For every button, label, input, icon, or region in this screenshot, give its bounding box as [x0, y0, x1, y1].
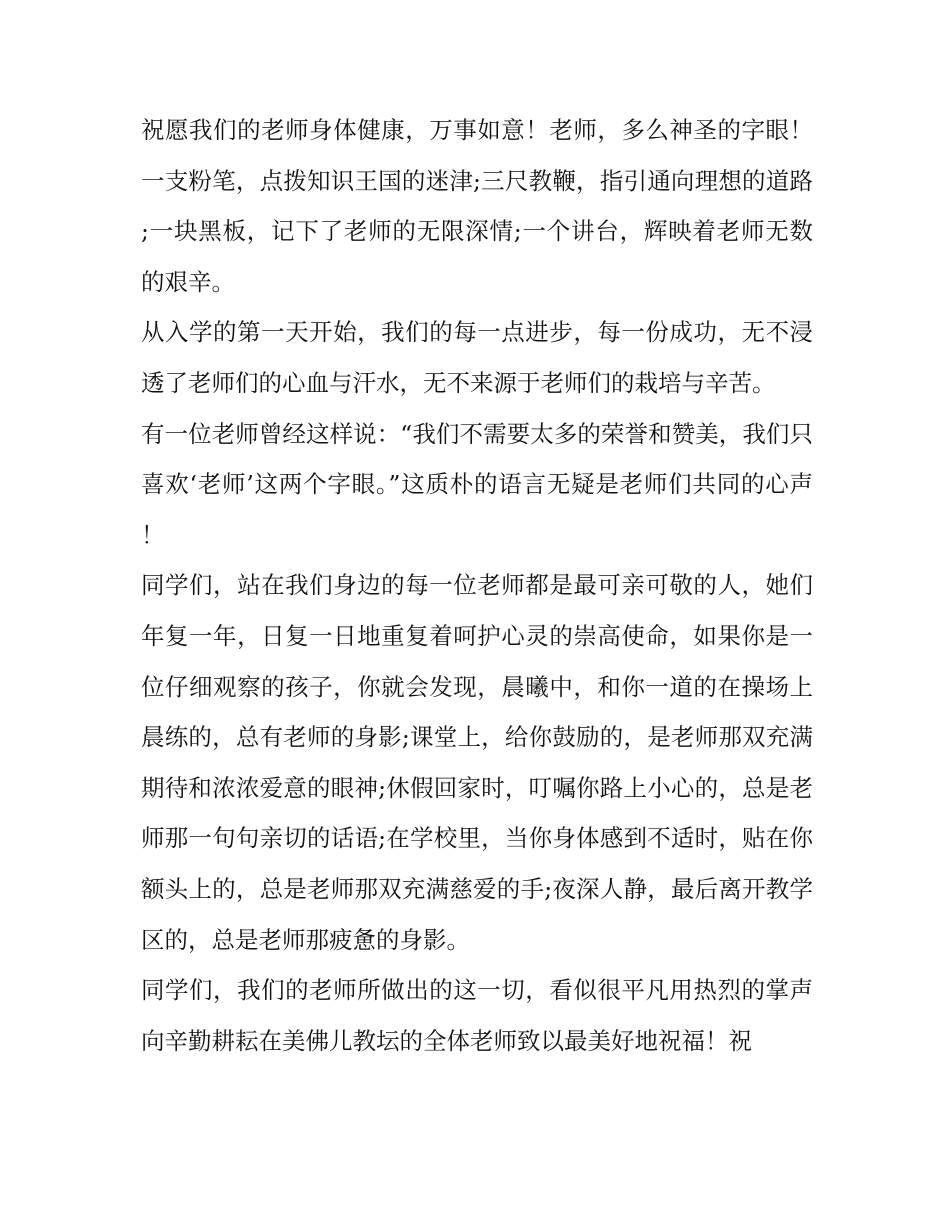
- paragraph-teachers-care: 同学们，站在我们身边的每一位老师都是最可亲可敬的人，她们年复一年，日复一日地重复着呵护心灵的崇高使命，如果你是一位仔细观察的孩子，你就会发现，晨曦中，和你一道的在操场上晨练的，总有老师的身影;课堂上，给你鼓励的，是老师那双充满期待和浓浓爱意的眼神;休假回家时，叮嘱你路上小心的，总是老师那一句句亲切的话语;在学校里，当你身体感到不适时，贴在你额头上的，总是老师那双充满慈爱的手;夜深人静，最后离开教学区的，总是老师那疲惫的身影。: [141, 571, 813, 954]
- paragraph-wishes: 祝愿我们的老师身体健康，万事如意！老师，多么神圣的字眼！一支粉笔，点拨知识王国的迷津;三尺教鞭，指引通向理想的道路;一块黑板，记下了老师的无限深情;一个讲台，辉映着老师无数的艰辛。: [141, 116, 813, 296]
- paragraph-applause: 同学们，我们的老师所做出的这一切，看似很平凡用热烈的掌声向辛勤耕耘在美佛儿教坛的全体老师致以最美好地祝福！祝: [141, 976, 813, 1055]
- document-body: [141, 105, 813, 1066]
- paragraph-quote: 有一位老师曾经这样说：“我们不需要太多的荣誉和赞美，我们只喜欢‘老师’这两个字眼。”这质朴的语言无疑是老师们共同的心声！: [141, 419, 813, 549]
- paragraph-first-day: 从入学的第一天开始，我们的每一点进步，每一份成功，无不浸透了老师们的心血与汗水，无不来源于老师们的栽培与辛苦。: [141, 318, 813, 397]
